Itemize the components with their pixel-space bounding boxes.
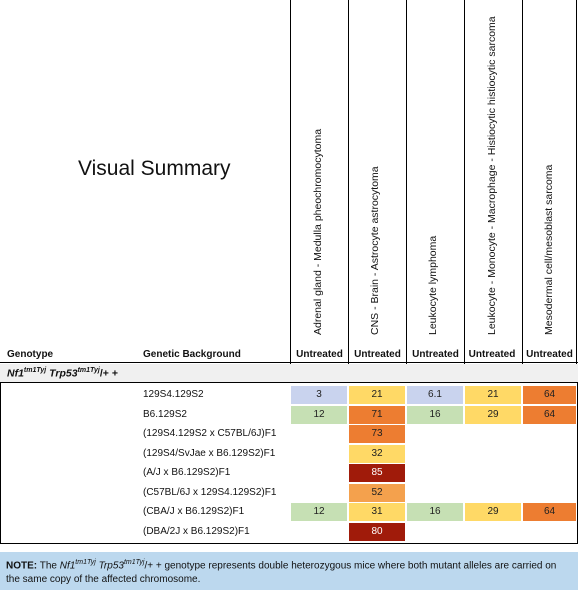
treatment-header: Untreated <box>354 349 401 360</box>
row-background-label: (DBA/2J x B6.129S2)F1 <box>143 525 250 537</box>
column-header-mesodermal: Mesodermal cell/mesoblast sarcoma <box>543 164 555 335</box>
header-rule <box>0 362 578 363</box>
table-frame <box>0 543 578 544</box>
background-header: Genetic Background <box>143 349 241 360</box>
row-background-label: (C57BL/6J x 129S4.129S2)F1 <box>143 486 277 498</box>
value-cell: 3 <box>291 386 347 404</box>
column-divider <box>522 0 523 364</box>
value-cell: 29 <box>465 503 521 521</box>
value-cell: 16 <box>407 503 463 521</box>
row-background-label: 129S4.129S2 <box>143 389 204 400</box>
treatment-header: Untreated <box>468 349 516 360</box>
value-cell: 32 <box>349 445 405 463</box>
footnote: NOTE: The $Nf1^{tm1Tyj}$ $Trp53^{tm1Tyj}/+$ + genotype represents double heterozygous mice where both mutant alleles are carried on the same copy of the affected chromosome. <box>0 552 578 590</box>
table-frame <box>0 382 1 544</box>
value-cell: 6.1 <box>407 386 463 404</box>
value-cell: 73 <box>349 425 405 443</box>
value-cell: 64 <box>523 386 576 404</box>
value-cell: 21 <box>349 386 405 404</box>
column-divider <box>406 0 407 364</box>
value-cell: 52 <box>349 484 405 502</box>
value-cell: 71 <box>349 406 405 424</box>
value-cell: 31 <box>349 503 405 521</box>
column-divider <box>576 0 577 364</box>
column-divider <box>348 0 349 364</box>
value-cell: 64 <box>523 503 576 521</box>
column-header-histiocytic: Leukocyte - Monocyte - Macrophage - Histiocytic histiocytic sarcoma <box>486 16 498 335</box>
value-cell: 80 <box>349 523 405 541</box>
column-header-cns: CNS - Brain - Astrocyte astrocytoma <box>369 166 381 335</box>
treatment-header: Untreated <box>412 349 459 360</box>
page-title: Visual Summary <box>78 157 231 180</box>
row-background-label: (A/J x B6.129S2)F1 <box>143 467 231 478</box>
column-header-adrenal: Adrenal gland - Medulla pheochromocytoma <box>312 128 324 335</box>
column-header-lymphoma: Leukocyte lymphoma <box>427 235 439 335</box>
genotype-label: $Nf1^{tm1Tyj}$ $Trp53^{tm1Tyj}/+$ + <box>7 367 118 380</box>
value-cell: 29 <box>465 406 521 424</box>
value-cell: 85 <box>349 464 405 482</box>
value-cell: 12 <box>291 406 347 424</box>
row-background-label: B6.129S2 <box>143 408 187 420</box>
treatment-header: Untreated <box>296 349 343 360</box>
row-background-label: (129S4/SvJae x B6.129S2)F1 <box>143 447 276 459</box>
value-cell: 12 <box>291 503 347 521</box>
genotype-rule <box>0 382 578 383</box>
genotype-header: Genotype <box>7 349 54 360</box>
value-cell: 16 <box>407 406 463 424</box>
row-background-label: (CBA/J x B6.129S2)F1 <box>143 506 245 517</box>
value-cell: 21 <box>465 386 521 404</box>
treatment-header: Untreated <box>526 349 573 360</box>
value-cell: 64 <box>523 406 576 424</box>
column-divider <box>464 0 465 364</box>
column-divider <box>290 0 291 364</box>
row-background-label: (129S4.129S2 x C57BL/6J)F1 <box>143 428 277 439</box>
